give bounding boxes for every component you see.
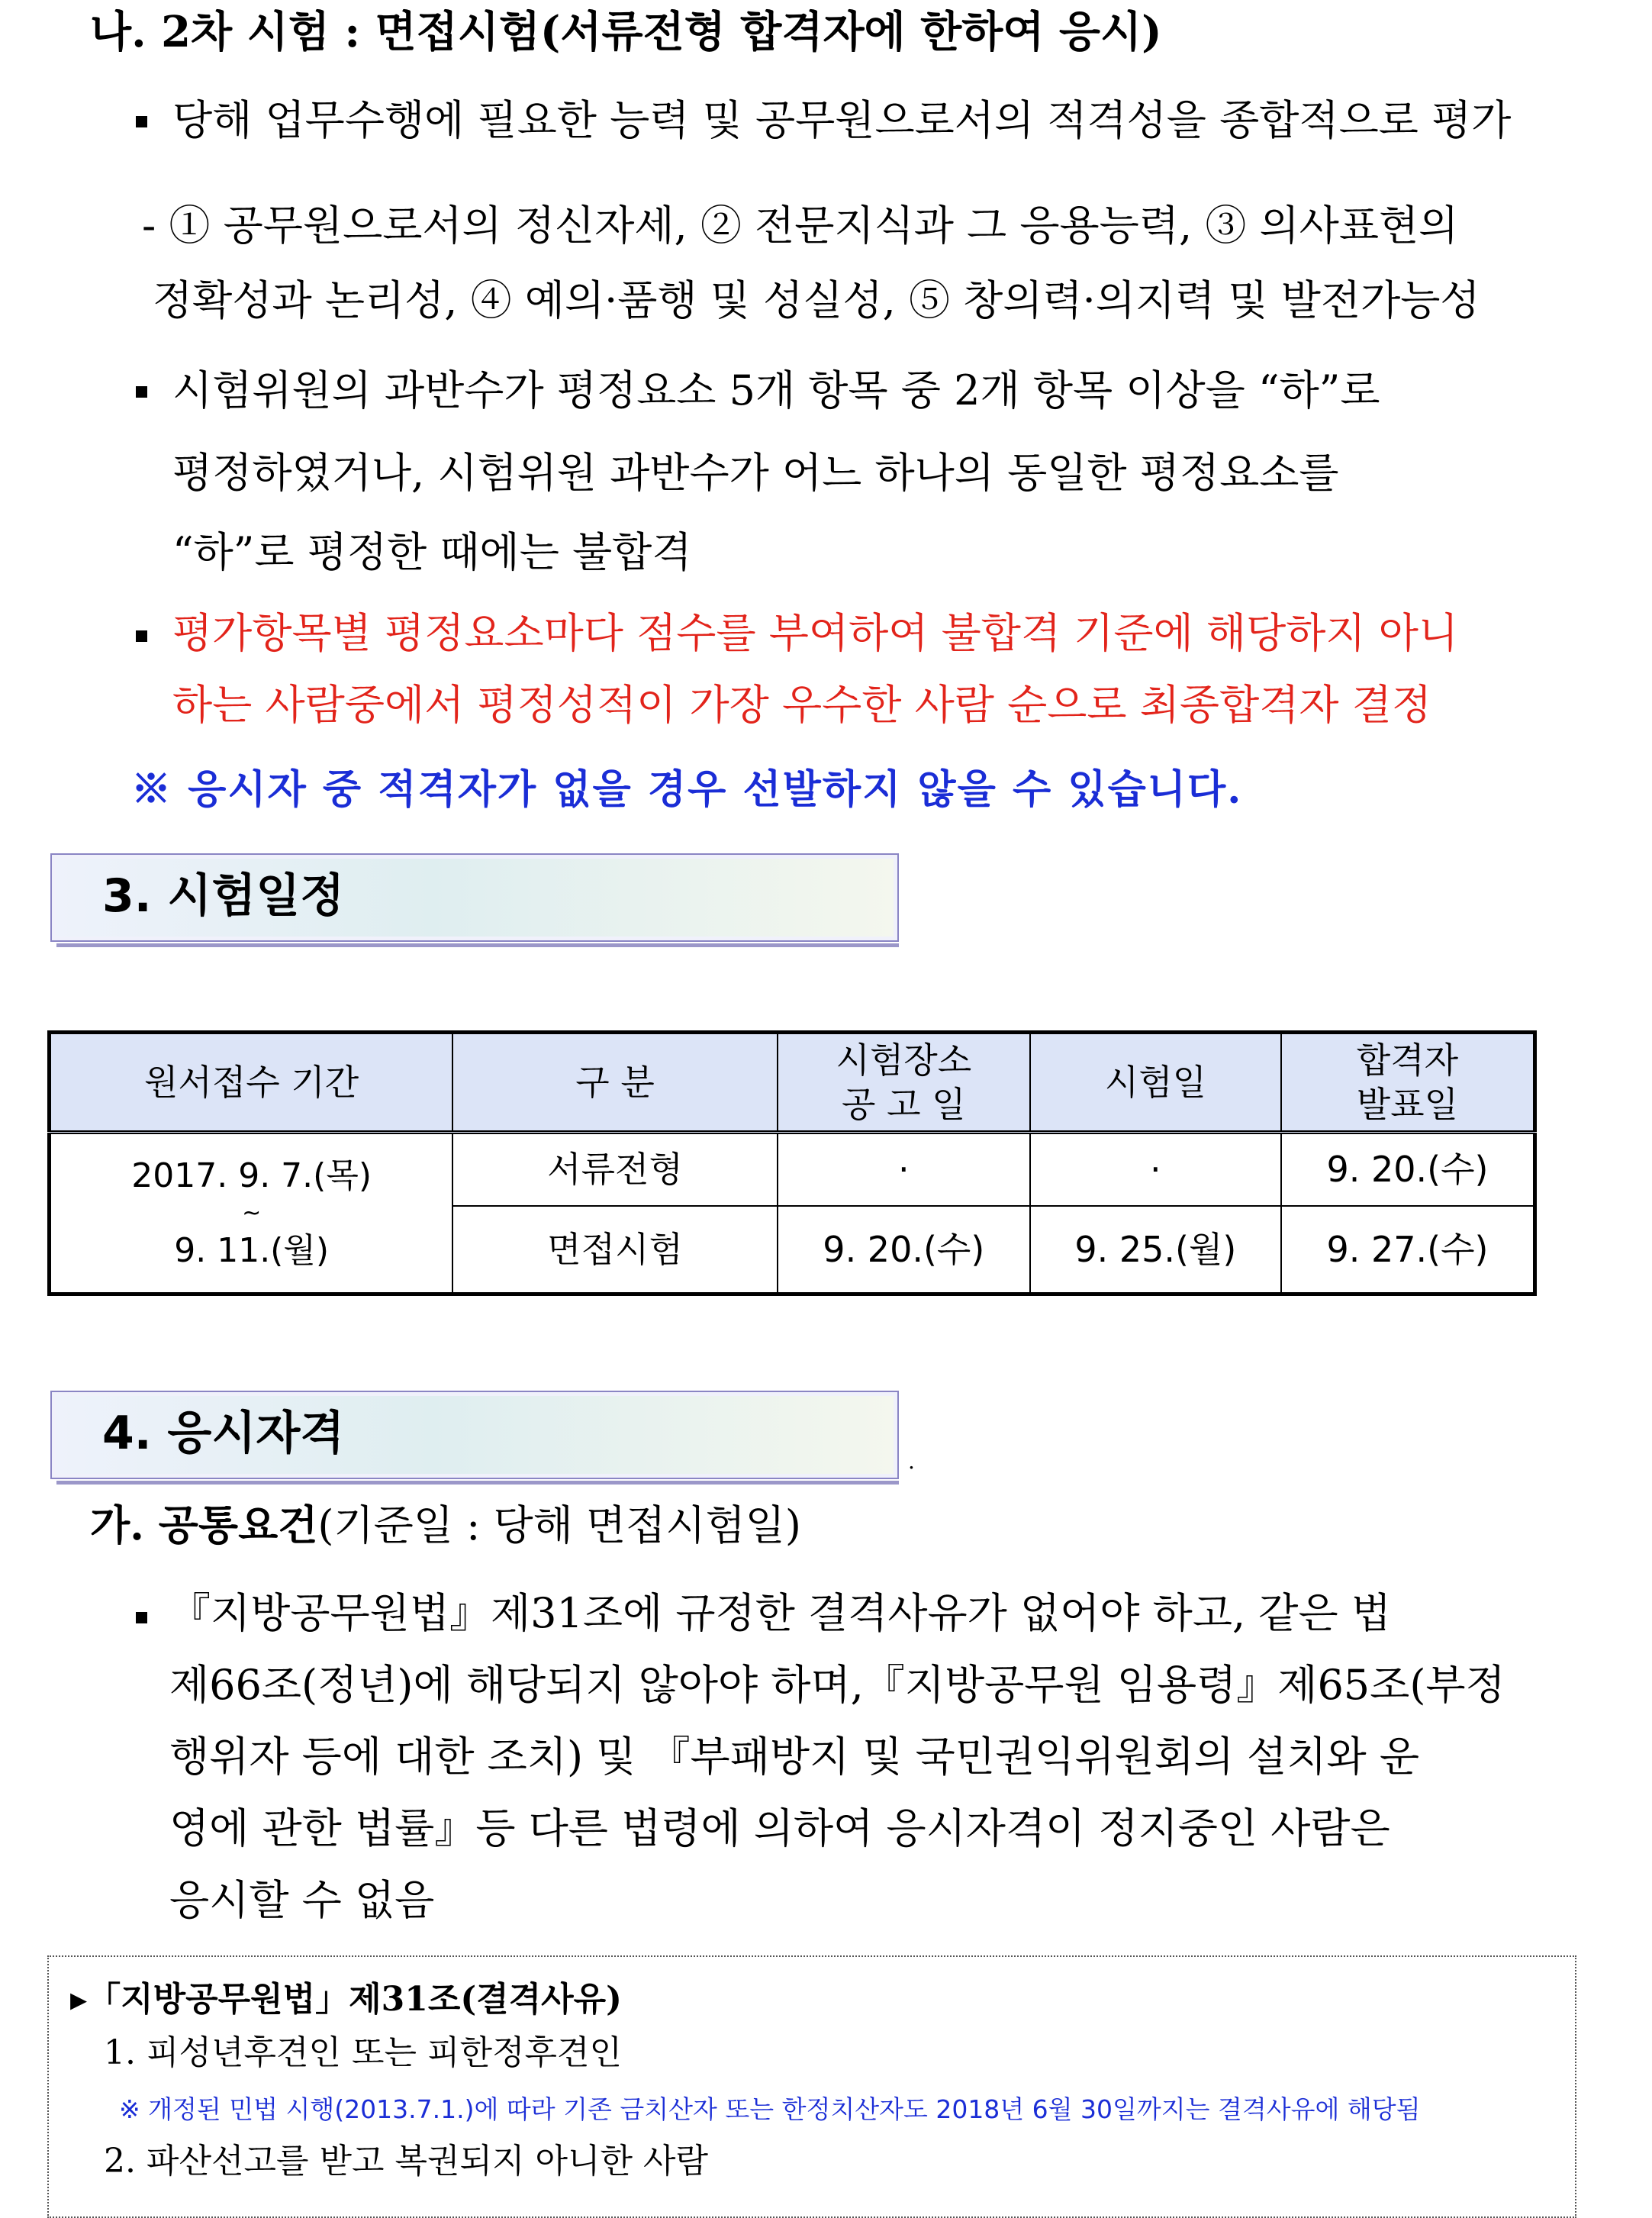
exam-date-cell: ·	[1030, 1133, 1281, 1206]
section-4-header	[50, 1391, 899, 1479]
final-selection-line-2: 하는 사람중에서 평정성적이 가장 우수한 사람 순으로 최종합격자 결정	[172, 681, 1432, 729]
fail-criteria-line-2: 평정하였거나, 시험위원 과반수가 어느 하나의 동일한 평정요소를	[172, 449, 1339, 497]
square-bullet-icon	[136, 116, 147, 127]
square-bullet-icon	[136, 1612, 147, 1623]
law-item-2: 2. 파산선고를 받고 복권되지 아니한 사람	[104, 2142, 708, 2181]
criteria-line-1: - ① 공무원으로서의 정신자세, ② 전문지식과 그 응용능력, ③ 의사표현의	[142, 201, 1459, 250]
interview-heading: 나. 2차 시험 : 면접시험(서류전형 합격자에 한하여 응시)	[90, 7, 1162, 57]
fail-criteria-line-1: 시험위원의 과반수가 평정요소 5개 항목 중 2개 항목 이상을 “하”로	[172, 366, 1380, 414]
square-bullet-icon	[136, 386, 147, 398]
square-bullet-icon	[136, 630, 147, 642]
section-3-title: 3. 시험일정	[102, 869, 345, 923]
header-category: 구 분	[452, 1033, 778, 1133]
header-exam-date: 시험일	[1030, 1033, 1281, 1133]
eligibility-line-4: 영에 관한 법률』등 다른 법령에 의하여 응시자격이 정지중인 사람은	[169, 1804, 1390, 1852]
result-date-cell: 9. 27.(수)	[1281, 1206, 1535, 1294]
section-3-header	[50, 853, 899, 942]
category-cell: 서류전형	[452, 1133, 778, 1206]
law-excerpt-box	[47, 1955, 1576, 2218]
law-box-title: ▸「지방공무원법」제31조(결격사유)	[70, 1980, 622, 2019]
section-4-title: 4. 응시자격	[102, 1407, 345, 1460]
exam-schedule-table	[47, 1030, 1537, 1296]
criteria-line-2: 정확성과 논리성, ④ 예의·품행 및 성실성, ⑤ 창의력·의지력 및 발전가능성	[153, 276, 1480, 324]
trailing-dot: .	[908, 1449, 915, 1474]
header-application-period: 원서접수 기간	[50, 1033, 453, 1133]
notice-date-cell: 9. 20.(수)	[778, 1206, 1030, 1294]
no-qualified-note: ※ 응시자 중 적격자가 없을 경우 선발하지 않을 수 있습니다.	[131, 766, 1243, 813]
header-venue-notice: 시험장소 공 고 일	[778, 1033, 1030, 1133]
eligibility-line-1: 『지방공무원법』제31조에 규정한 결격사유가 없어야 하고, 같은 법	[169, 1589, 1391, 1637]
bullet-evaluation: 당해 업무수행에 필요한 능력 및 공무원으로서의 적격성을 종합적으로 평가	[172, 96, 1512, 144]
header-result-date: 합격자 발표일	[1281, 1033, 1535, 1133]
result-date-cell: 9. 20.(수)	[1281, 1133, 1535, 1206]
notice-date-cell: ·	[778, 1133, 1030, 1206]
fail-criteria-line-3: “하”로 평정한 때에는 불합격	[172, 528, 692, 576]
exam-date-cell: 9. 25.(월)	[1030, 1206, 1281, 1294]
final-selection-line-1: 평가항목별 평정요소마다 점수를 부여하여 불합격 기준에 해당하지 아니	[172, 609, 1459, 657]
eligibility-line-3: 행위자 등에 대한 조치) 및 『부패방지 및 국민권익위원회의 설치와 운	[169, 1733, 1419, 1781]
law-amendment-note: ※ 개정된 민법 시행(2013.7.1.)에 따라 기존 금치산자 또는 한정치산자도 2018년 6월 30일까지는 결격사유에 해당됨	[119, 2094, 1421, 2124]
common-requirements-heading: 가. 공통요건(기준일 : 당해 면접시험일)	[90, 1501, 801, 1549]
category-cell: 면접시험	[452, 1206, 778, 1294]
table-row	[50, 1133, 1535, 1206]
eligibility-line-5: 응시할 수 없음	[169, 1876, 435, 1924]
law-item-1: 1. 피성년후견인 또는 피한정후견인	[104, 2033, 622, 2072]
eligibility-line-2: 제66조(정년)에 해당되지 않아야 하며,『지방공무원 임용령』제65조(부정	[169, 1661, 1505, 1709]
application-period-cell: 2017. 9. 7.(목) ~ 9. 11.(월)	[50, 1133, 453, 1294]
